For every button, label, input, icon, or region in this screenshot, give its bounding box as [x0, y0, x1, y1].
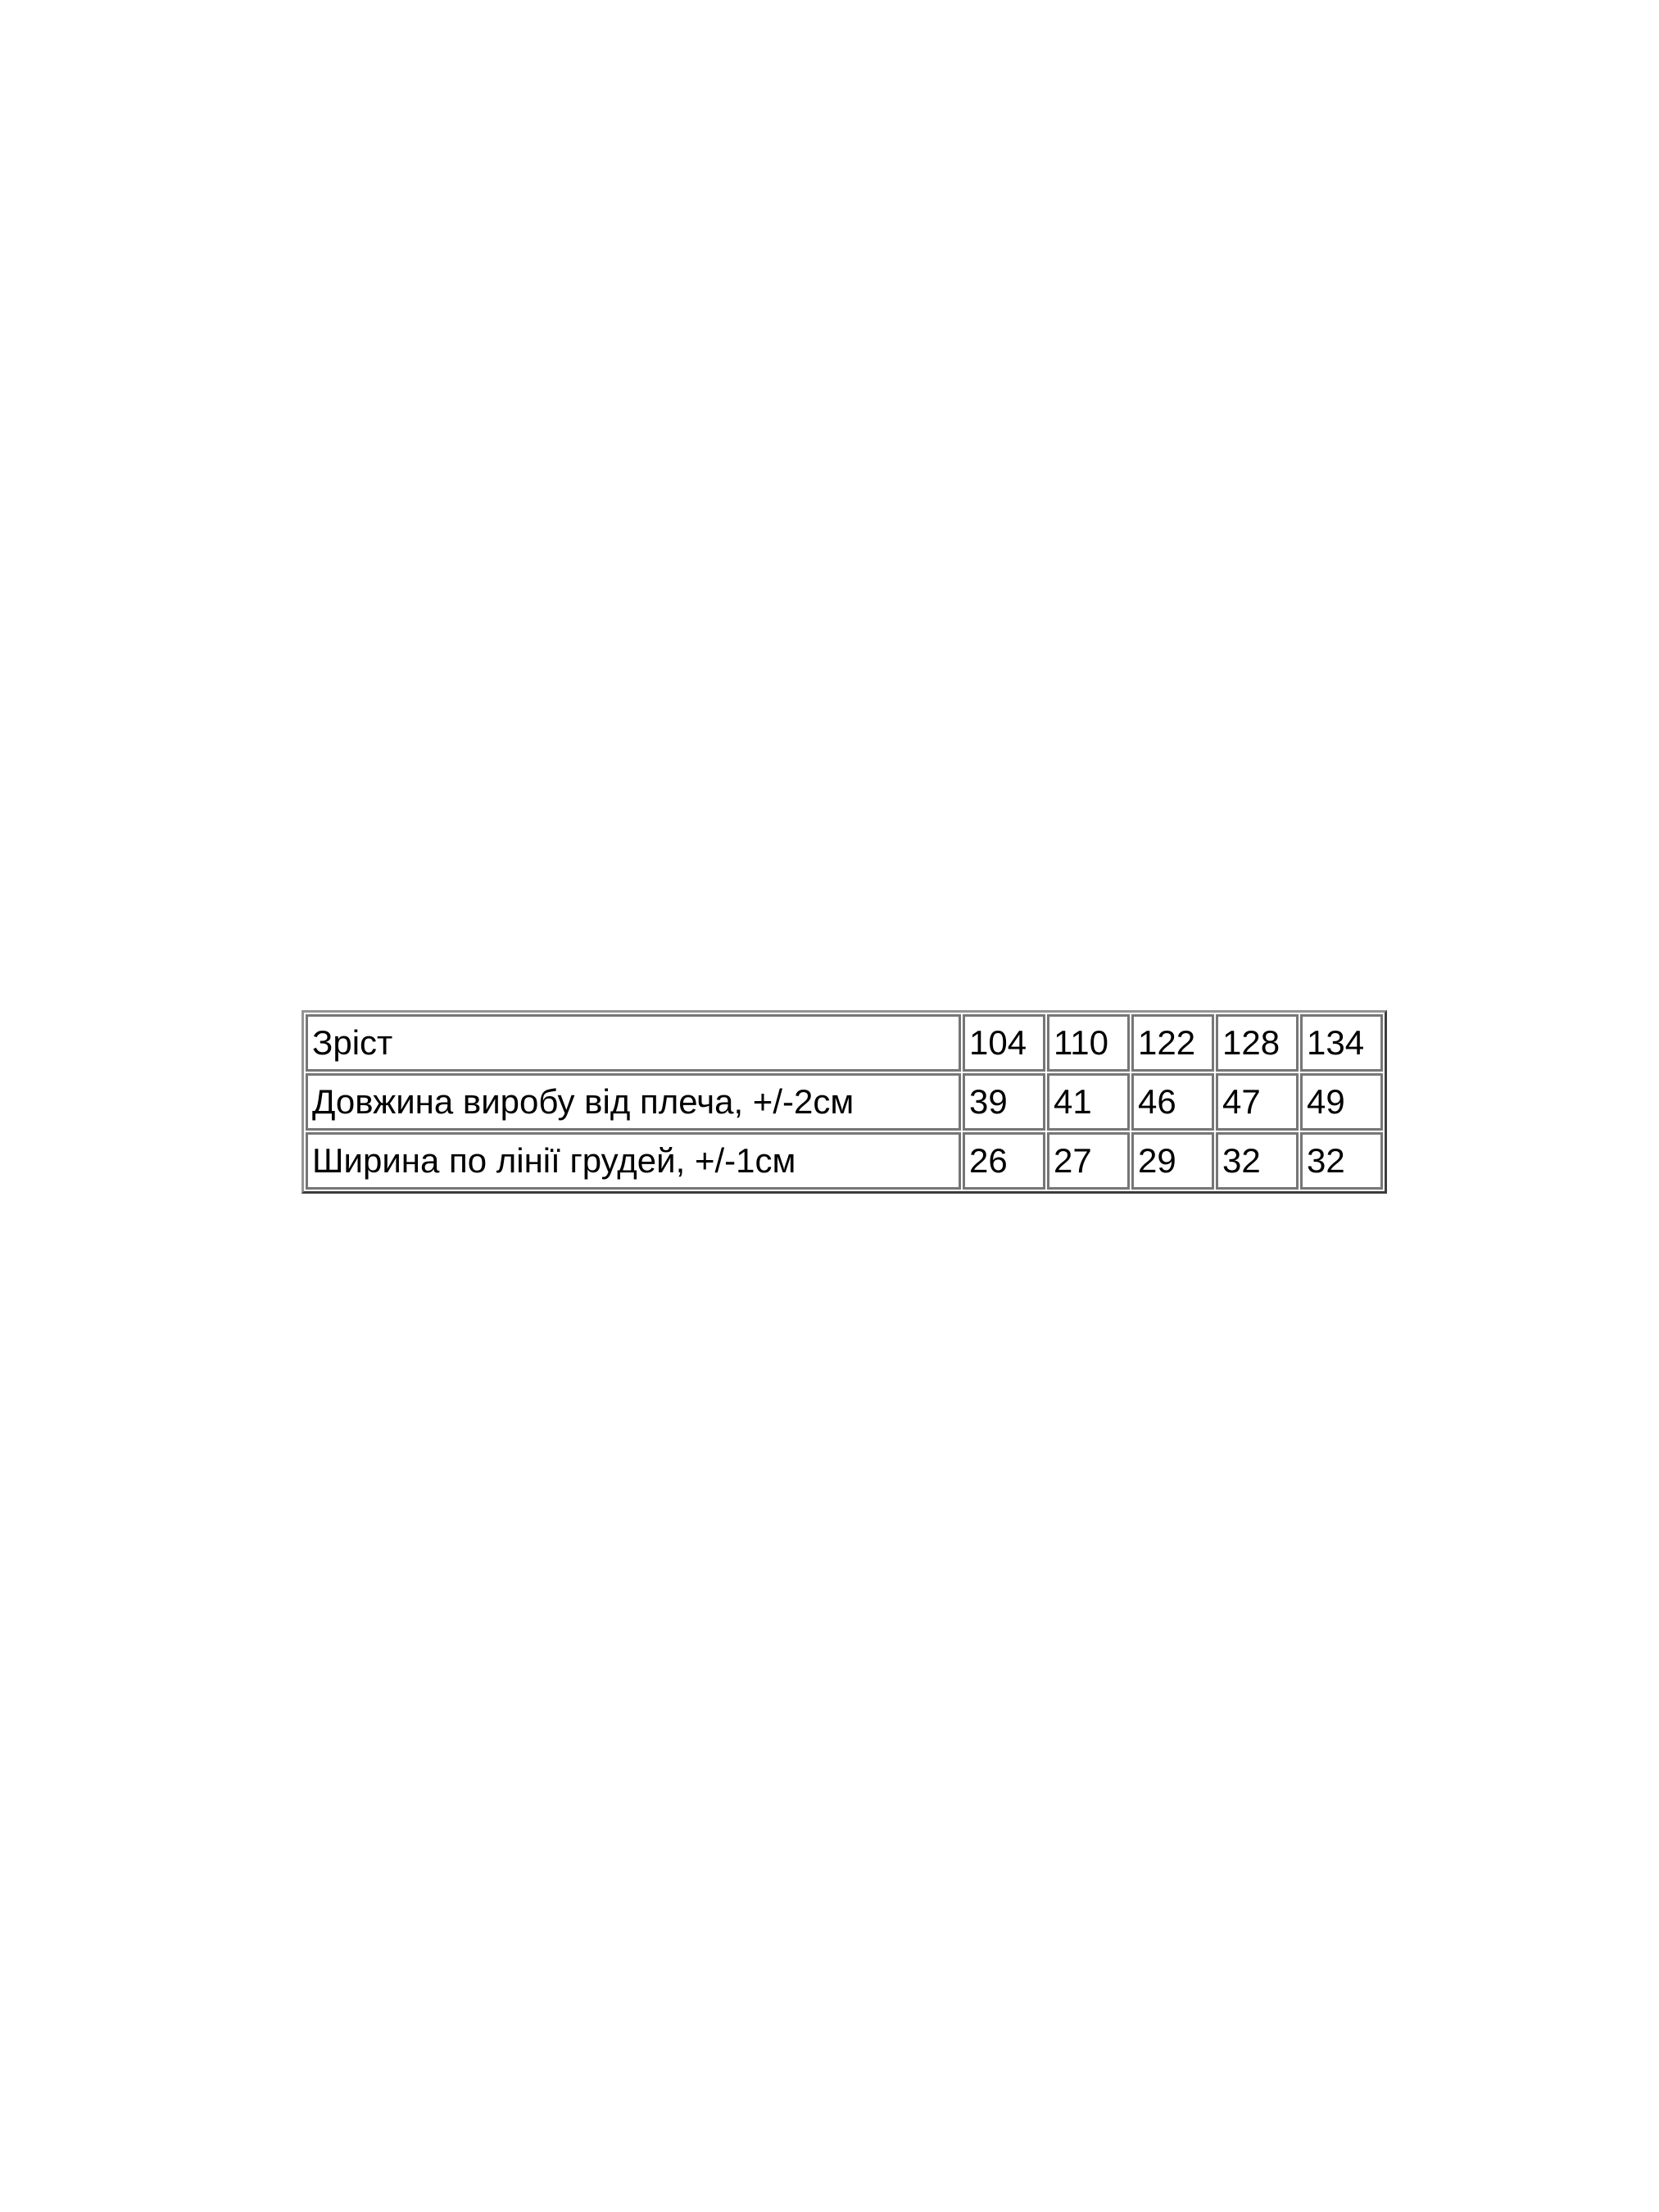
value-cell: 26: [963, 1132, 1045, 1190]
value-cell: 104: [963, 1014, 1045, 1072]
value-cell: 29: [1131, 1132, 1214, 1190]
value-cell: 134: [1300, 1014, 1383, 1072]
row-label-cell: Довжина виробу від плеча, +/-2см: [306, 1073, 961, 1131]
row-label-cell: Ширина по лінії грудей, +/-1см: [306, 1132, 961, 1190]
table-row-length: [306, 1073, 1383, 1131]
value-cell: 46: [1131, 1073, 1214, 1131]
value-cell: 128: [1216, 1014, 1299, 1072]
value-cell: 41: [1047, 1073, 1130, 1131]
table-row-height: [306, 1014, 1383, 1072]
value-cell: 39: [963, 1073, 1045, 1131]
size-chart-container: [301, 1010, 1387, 1194]
table-row-width: [306, 1132, 1383, 1190]
row-label-cell: Зріст: [306, 1014, 961, 1072]
value-cell: 110: [1047, 1014, 1130, 1072]
value-cell: 49: [1300, 1073, 1383, 1131]
size-table: [301, 1010, 1387, 1194]
value-cell: 32: [1216, 1132, 1299, 1190]
value-cell: 27: [1047, 1132, 1130, 1190]
value-cell: 32: [1300, 1132, 1383, 1190]
value-cell: 122: [1131, 1014, 1214, 1072]
value-cell: 47: [1216, 1073, 1299, 1131]
